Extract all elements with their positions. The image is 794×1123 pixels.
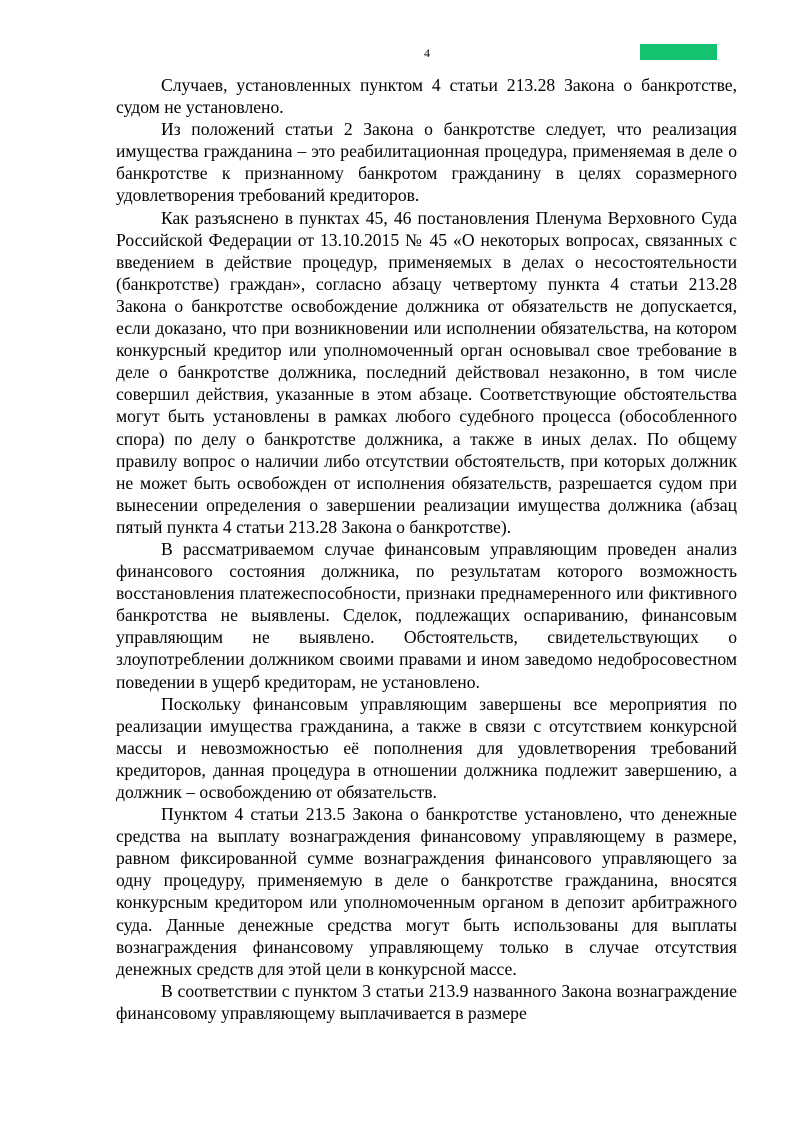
paragraph-7: В соответствии с пунктом 3 статьи 213.9 названного Закона вознаграждение финансовому управляющему выплачивается в размере bbox=[116, 980, 737, 1023]
paragraph-6: Пунктом 4 статьи 213.5 Закона о банкротстве установлено, что денежные средства на выплату вознаграждения финансовому управляющему в размере, равном фиксированной сумме вознаграждения финансового управляющего за одну процедуру, применяемую в деле о банкротстве гражданина, вносятся конкурсным кредитором или уполномоченным органом в депозит арбитражного суда. Данные денежные средства могут быть использованы для выплаты вознаграждения финансовому управляющему только в случае отсутствия денежных средств для этой цели в конкурсной массе. bbox=[116, 804, 737, 979]
page-number: 4 bbox=[424, 46, 430, 60]
paragraph-3: Как разъяснено в пунктах 45, 46 постановления Пленума Верховного Суда Российской Федерации от 13.10.2015 № 45 «О некоторых вопросах, связанных с введением в действие процедур, применяемых в делах о несостоятельности (банкротстве) граждан», согласно абзацу четвертому пункта 4 статьи 213.28 Закона о банкротстве освобождение должника от обязательств не допускается, если доказано, что при возникновении или исполнении обязательства, на котором конкурсный кредитор или уполномоченный орган основывал свое требование в деле о банкротстве должника, последний действовал незаконно, в том числе совершил действия, указанные в этом абзаце. Соответствующие обстоятельства могут быть установлены в рамках любого судебного процесса (обособленного спора) по делу о банкротстве должника, а также в иных делах. По общему правилу вопрос о наличии либо отсутствии обстоятельств, при которых должник не может быть освобожден от исполнения обязательств, разрешается судом при вынесении определения о завершении реализации имущества должника (абзац пятый пункта 4 статьи 213.28 Закона о банкротстве). bbox=[116, 207, 737, 537]
paragraph-2: Из положений статьи 2 Закона о банкротстве следует, что реализация имущества гражданина – это реабилитационная процедура, применяемая в деле о банкротстве к признанному банкротом гражданину в целях соразмерного удовлетворения требований кредиторов. bbox=[116, 119, 737, 206]
paragraph-4: В рассматриваемом случае финансовым управляющим проведен анализ финансового состояния должника, по результатам которого возможность восстановления платежеспособности, признаки преднамеренного или фиктивного банкротства не выявлены. Сделок, подлежащих оспариванию, финансовым управляющим не выявлено. Обстоятельств, свидетельствующих о злоупотреблении должником своими правами и ином заведомо недобросовестном поведении в ущерб кредиторам, не установлено. bbox=[116, 538, 737, 692]
document-body bbox=[116, 74, 737, 1024]
paragraph-5: Поскольку финансовым управляющим завершены все мероприятия по реализации имущества гражданина, а также в связи с отсутствием конкурсной массы и невозможностью её пополнения для удовлетворения требований кредиторов, данная процедура в отношении должника подлежит завершению, а должник – освобождению от обязательств. bbox=[116, 693, 737, 802]
green-marker bbox=[640, 44, 717, 60]
paragraph-1: Случаев, установленных пунктом 4 статьи 213.28 Закона о банкротстве, судом не установлено. bbox=[116, 75, 737, 118]
